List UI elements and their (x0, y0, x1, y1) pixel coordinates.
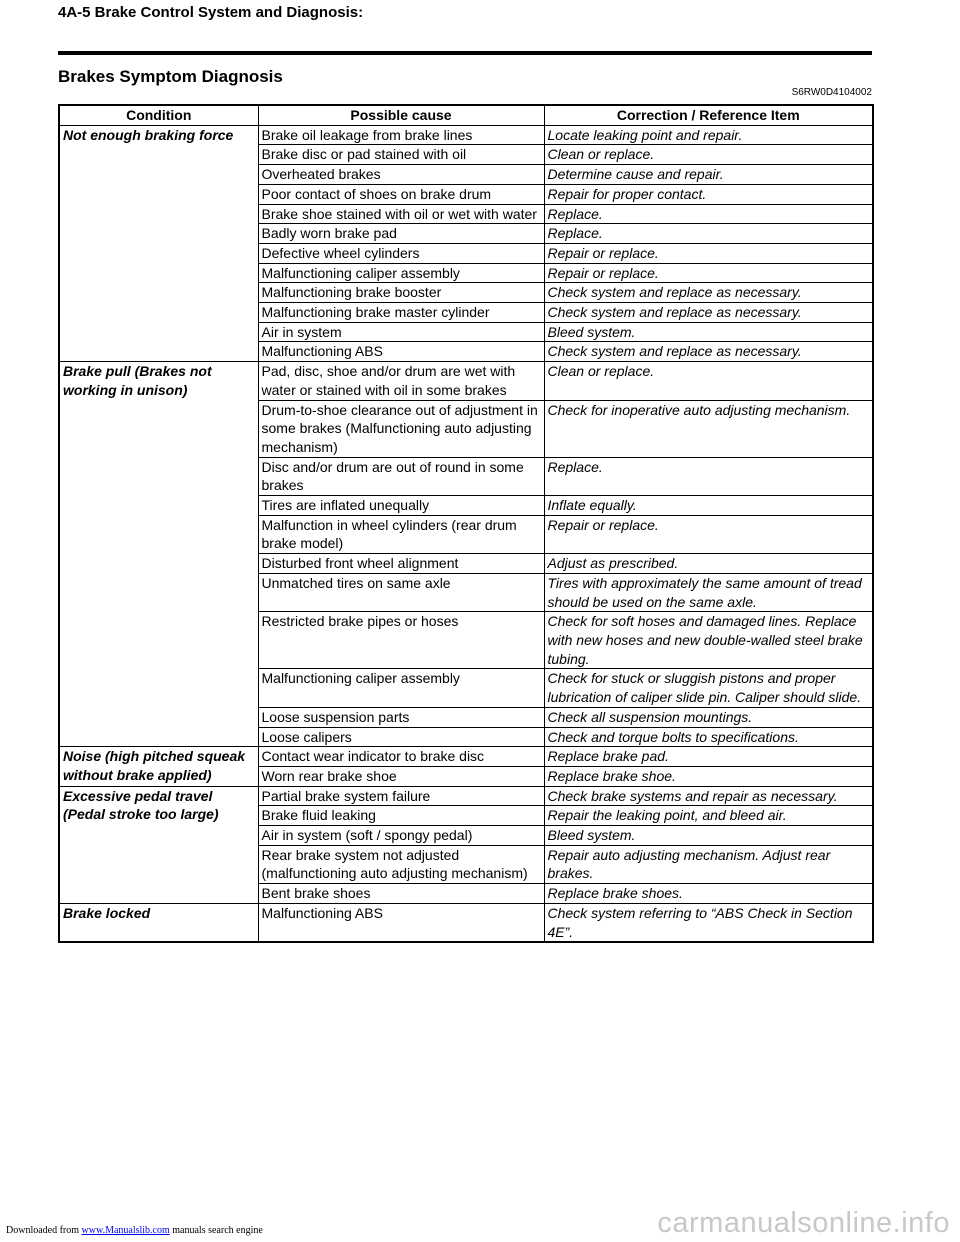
correction-cell: Repair or replace. (544, 515, 873, 553)
condition-cell: Not enough braking force (59, 125, 258, 361)
correction-cell: Check system referring to “ABS Check in Section 4E”. (544, 903, 873, 942)
correction-cell: Replace. (544, 457, 873, 495)
possible-cause-cell: Malfunctioning brake booster (258, 283, 544, 303)
correction-cell: Repair or replace. (544, 243, 873, 263)
column-header-possible-cause: Possible cause (258, 105, 544, 125)
possible-cause-cell: Brake fluid leaking (258, 806, 544, 826)
possible-cause-cell: Loose calipers (258, 727, 544, 747)
correction-cell: Tires with approximately the same amount of tread should be used on the same axle. (544, 573, 873, 611)
correction-cell: Inflate equally. (544, 496, 873, 516)
correction-cell: Check brake systems and repair as necessary. (544, 786, 873, 806)
footer-prefix: Downloaded from (6, 1225, 82, 1236)
correction-cell: Replace. (544, 224, 873, 244)
table-row (59, 362, 873, 400)
condition-cell: Brake pull (Brakes not working in unison) (59, 362, 258, 747)
possible-cause-cell: Unmatched tires on same axle (258, 573, 544, 611)
footer-link[interactable]: www.Manualslib.com (81, 1225, 170, 1236)
possible-cause-cell: Restricted brake pipes or hoses (258, 612, 544, 669)
correction-cell: Check system and replace as necessary. (544, 342, 873, 362)
correction-cell: Check system and replace as necessary. (544, 283, 873, 303)
correction-cell: Check and torque bolts to specifications. (544, 727, 873, 747)
possible-cause-cell: Air in system (soft / spongy pedal) (258, 826, 544, 846)
possible-cause-cell: Contact wear indicator to brake disc (258, 747, 544, 767)
header-rule (58, 51, 872, 55)
possible-cause-cell: Brake disc or pad stained with oil (258, 145, 544, 165)
possible-cause-cell: Disc and/or drum are out of round in some brakes (258, 457, 544, 495)
correction-cell: Repair auto adjusting mechanism. Adjust rear brakes. (544, 845, 873, 883)
correction-cell: Adjust as prescribed. (544, 554, 873, 574)
possible-cause-cell: Brake oil leakage from brake lines (258, 125, 544, 145)
possible-cause-cell: Partial brake system failure (258, 786, 544, 806)
correction-cell: Check system and replace as necessary. (544, 303, 873, 323)
correction-cell: Replace brake pad. (544, 747, 873, 767)
correction-cell: Locate leaking point and repair. (544, 125, 873, 145)
column-header-condition: Condition (59, 105, 258, 125)
possible-cause-cell: Worn rear brake shoe (258, 766, 544, 786)
correction-cell: Bleed system. (544, 322, 873, 342)
correction-cell: Replace brake shoe. (544, 766, 873, 786)
possible-cause-cell: Tires are inflated unequally (258, 496, 544, 516)
possible-cause-cell: Rear brake system not adjusted (malfunctioning auto adjusting mechanism) (258, 845, 544, 883)
correction-cell: Replace. (544, 204, 873, 224)
document-code: S6RW0D4104002 (791, 87, 872, 98)
footer-suffix: manuals search engine (169, 1225, 263, 1236)
possible-cause-cell: Malfunctioning caliper assembly (258, 263, 544, 283)
table-row (59, 903, 873, 942)
correction-cell: Check for stuck or sluggish pistons and proper lubrication of caliper slide pin. Caliper should slide. (544, 669, 873, 707)
watermark: carmanualsonline.info (657, 1207, 950, 1239)
correction-cell: Repair or replace. (544, 263, 873, 283)
possible-cause-cell: Loose suspension parts (258, 707, 544, 727)
correction-cell: Repair the leaking point, and bleed air. (544, 806, 873, 826)
possible-cause-cell: Malfunctioning caliper assembly (258, 669, 544, 707)
condition-cell: Noise (high pitched squeak without brake applied) (59, 747, 258, 786)
correction-cell: Check for soft hoses and damaged lines. Replace with new hoses and new double-walled steel brake tubing. (544, 612, 873, 669)
possible-cause-cell: Malfunctioning ABS (258, 342, 544, 362)
possible-cause-cell: Badly worn brake pad (258, 224, 544, 244)
possible-cause-cell: Air in system (258, 322, 544, 342)
correction-cell: Clean or replace. (544, 145, 873, 165)
possible-cause-cell: Disturbed front wheel alignment (258, 554, 544, 574)
correction-cell: Clean or replace. (544, 362, 873, 400)
correction-cell: Bleed system. (544, 826, 873, 846)
correction-cell: Repair for proper contact. (544, 184, 873, 204)
possible-cause-cell: Defective wheel cylinders (258, 243, 544, 263)
possible-cause-cell: Overheated brakes (258, 165, 544, 185)
correction-cell: Check for inoperative auto adjusting mechanism. (544, 400, 873, 457)
correction-cell: Check all suspension mountings. (544, 707, 873, 727)
possible-cause-cell: Brake shoe stained with oil or wet with water (258, 204, 544, 224)
footer (6, 1225, 263, 1236)
table-header-row (59, 105, 873, 125)
possible-cause-cell: Poor contact of shoes on brake drum (258, 184, 544, 204)
section-title: Brakes Symptom Diagnosis (58, 67, 283, 86)
possible-cause-cell: Malfunctioning brake master cylinder (258, 303, 544, 323)
correction-cell: Determine cause and repair. (544, 165, 873, 185)
possible-cause-cell: Malfunctioning ABS (258, 903, 544, 942)
table-row (59, 125, 873, 145)
condition-cell: Excessive pedal travel (Pedal stroke too large) (59, 786, 258, 903)
possible-cause-cell: Pad, disc, shoe and/or drum are wet with water or stained with oil in some brakes (258, 362, 544, 400)
possible-cause-cell: Bent brake shoes (258, 884, 544, 904)
possible-cause-cell: Drum-to-shoe clearance out of adjustment in some brakes (Malfunctioning auto adjusting mechanism) (258, 400, 544, 457)
table-row (59, 747, 873, 767)
symptom-diagnosis-table (58, 104, 874, 943)
correction-cell: Replace brake shoes. (544, 884, 873, 904)
table-row (59, 786, 873, 806)
page-header: 4A-5 Brake Control System and Diagnosis: (58, 4, 364, 21)
column-header-correction: Correction / Reference Item (544, 105, 873, 125)
table-body (59, 125, 873, 942)
condition-cell: Brake locked (59, 903, 258, 942)
possible-cause-cell: Malfunction in wheel cylinders (rear drum brake model) (258, 515, 544, 553)
